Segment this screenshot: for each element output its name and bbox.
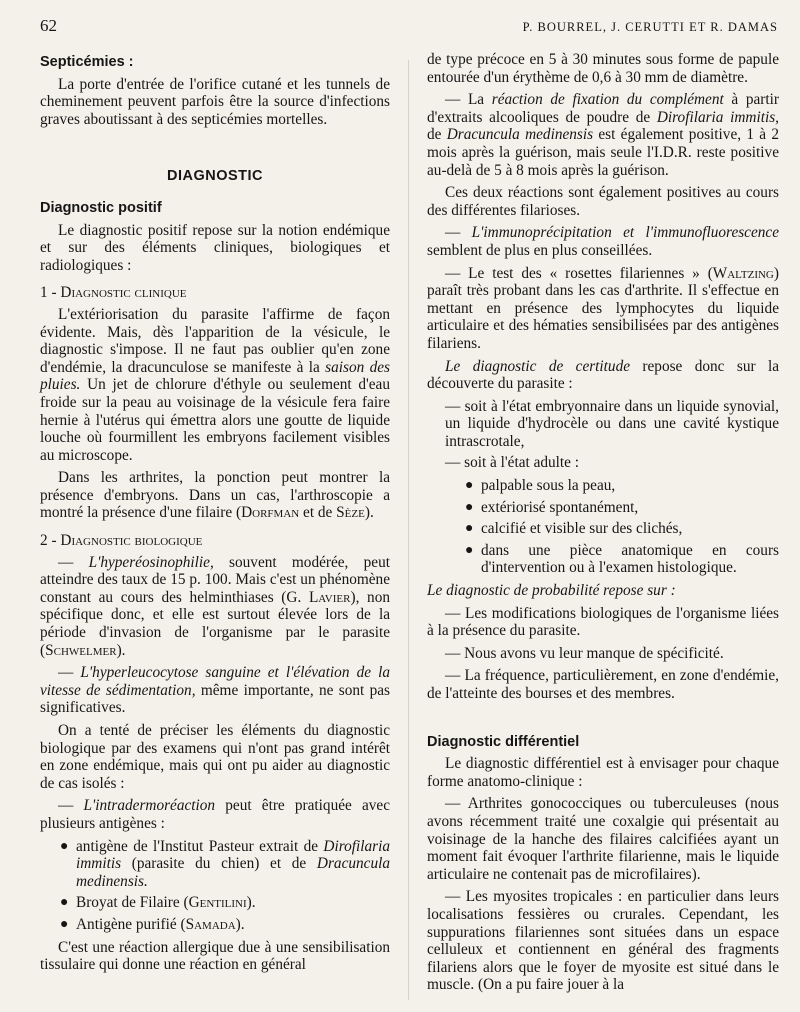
right-paragraph-8: — Les modifications biologiques de l'organisme liées à la présence du parasite. (427, 604, 779, 640)
right-paragraph-11: Le diagnostic différentiel est à envisager pour chaque forme anatomo-clinique : (427, 755, 779, 790)
list-item: ● dans une pièce anatomique en cours d'intervention ou à l'examen histologique. (467, 542, 779, 577)
septicemies-heading: Septicémies : (40, 54, 134, 70)
right-column (427, 51, 779, 999)
positif-paragraph: Le diagnostic positif repose sur la notion endémique et sur des éléments cliniques, biologiques et radiologiques : (40, 221, 390, 274)
right-paragraph-12: — Arthrites gonococciques ou tuberculeuses (nous avons récemment traité une coxalgie qui présentait au voisinage de la hanche des filaires calcifiées ayant un moment fait évoquer l'arthrite filarienne, mais le liquide articulaire ne contenait pas de microfilaires). (427, 795, 779, 883)
right-paragraph-13: — Les myosites tropicales : en particulier dans leurs localisations fessières ou crurales. Cependant, les suppurations filariennes sont situées dans un espace celluleux et contiennent en général des fragments filariens alors que le foyer de myosite est situé dans le muscle. (On a pu faire jouer à la (427, 888, 779, 994)
list-item: ● antigène de l'Institut Pasteur extrait de Dirofilaria immitis (parasite du chien) et de Dracuncula medinensis. (62, 838, 390, 891)
right-paragraph-6: Le diagnostic de certitude repose donc sur la découverte du parasite : (427, 357, 779, 393)
septicemies-paragraph: La porte d'entrée de l'orifice cutané et les tunnels de cheminement peuvent parfois être la source d'infections graves aboutissant à des septicémies mortelles. (40, 75, 390, 128)
clinique-subheading: 1 - Diagnostic clinique (40, 284, 187, 302)
bio-paragraph-5: C'est une réaction allergique due à une sensibilisation tissulaire qui donne une réaction en général (40, 938, 390, 974)
diagnostic-section-title: DIAGNOSTIC (166, 168, 264, 185)
list-item: ● palpable sous la peau, (467, 477, 779, 495)
clinique-paragraph-1: L'extériorisation du parasite l'affirme de façon évidente. Mais, dès l'apparition de la vésicule, le diagnostic s'impose. Il ne faut pas oublier qu'en zone d'endémie, la dracunculose se manifeste à la saison des pluies. Un jet de chlorure d'éthyle ou seulement d'eau froide sur la peau au voisinage de la vésicule fera faire hernie à l'utérus qui émettra alors une goutte de liquide louche où fourmillent les embryons facilement visibles au microscope. (40, 305, 390, 464)
right-paragraph-9: — Nous avons vu leur manque de spécificité. (445, 644, 724, 662)
right-paragraph-4: — L'immunoprécipitation et l'immunofluorescence semblent de plus en plus conseillées. (427, 224, 779, 259)
antigen-list (40, 838, 390, 934)
diagnostic-positif-heading: Diagnostic positif (40, 199, 162, 216)
list-item: ● Broyat de Filaire (Gentilini). (62, 894, 390, 912)
list-item: ● calcifié et visible sur des clichés, (467, 520, 779, 538)
left-column (40, 54, 390, 979)
list-item: ● Antigène purifié (Samada). (62, 916, 390, 934)
probabilite-heading: Le diagnostic de probabilité repose sur : (427, 582, 676, 600)
list-item: — soit à l'état embryonnaire dans un liquide synovial, un liquide d'hydrocèle ou dans une cavité kystique intrascrotale, (445, 397, 779, 450)
bio-paragraph-1: — L'hyperéosinophilie, souvent modérée, peut atteindre des taux de 15 p. 100. Mais c'est un phénomène constant au cours des helminthiases (G. Lavier), non spécifique donc, et elle est surtout élevée lors de la période d'invasion de l'organisme par le parasite (Schwelmer). (40, 553, 390, 659)
right-paragraph-1: de type précoce en 5 à 30 minutes sous forme de papule entourée d'un érythème de 0,6 à 30 mm de diamètre. (427, 51, 779, 86)
clinique-paragraph-2: Dans les arthrites, la ponction peut montrer la présence d'embryons. Dans un cas, l'arthroscopie a montré la présence d'une filaire (Dorfman et de Sèze). (40, 469, 390, 522)
right-paragraph-3: Ces deux réactions sont également positives au cours des différentes filarioses. (427, 184, 779, 219)
bio-paragraph-3: On a tenté de préciser les éléments du diagnostic biologique par des examens qui n'ont pas grand intérêt en zone endémique, mais qui ont pu aider au diagnostic de cas isolés : (40, 722, 390, 792)
biologique-subheading: 2 - Diagnostic biologique (40, 532, 203, 550)
bio-paragraph-2: — L'hyperleucocytose sanguine et l'élévation de la vitesse de sédimentation, même importante, ne sont pas significatives. (40, 664, 390, 717)
right-paragraph-2: — La réaction de fixation du complément à partir d'extraits alcooliques de poudre de Dirofilaria immitis, de Dracuncula medinensis est également positive, 1 à 2 mois après la guérison, mais seule l'I.D.R. reste positive au-delà de 5 à 8 mois après la guérison. (427, 91, 780, 179)
list-item: ● extériorisé spontanément, (467, 499, 779, 517)
certitude-list (427, 398, 779, 472)
page-number: 62 (40, 16, 57, 35)
running-head: P. BOURREL, J. CERUTTI ET R. DAMAS (522, 20, 778, 34)
list-item: — soit à l'état adulte : (445, 454, 580, 472)
column-divider (408, 60, 409, 1000)
right-paragraph-10: — La fréquence, particulièrement, en zone d'endémie, de l'atteinte des bourses et des membres. (427, 667, 779, 702)
adult-state-list (427, 477, 779, 577)
bio-paragraph-4: — L'intradermoréaction peut être pratiquée avec plusieurs antigènes : (40, 797, 390, 832)
diagnostic-differentiel-heading: Diagnostic différentiel (427, 733, 580, 750)
right-paragraph-5: — Le test des « rosettes filariennes » (Waltzing) paraît très probant dans les cas d'arthrite. Il s'effectue en mettant en présence des lymphocytes du liquide articulaire et des hématies sensibilisées par des antigènes filariens. (427, 264, 779, 352)
